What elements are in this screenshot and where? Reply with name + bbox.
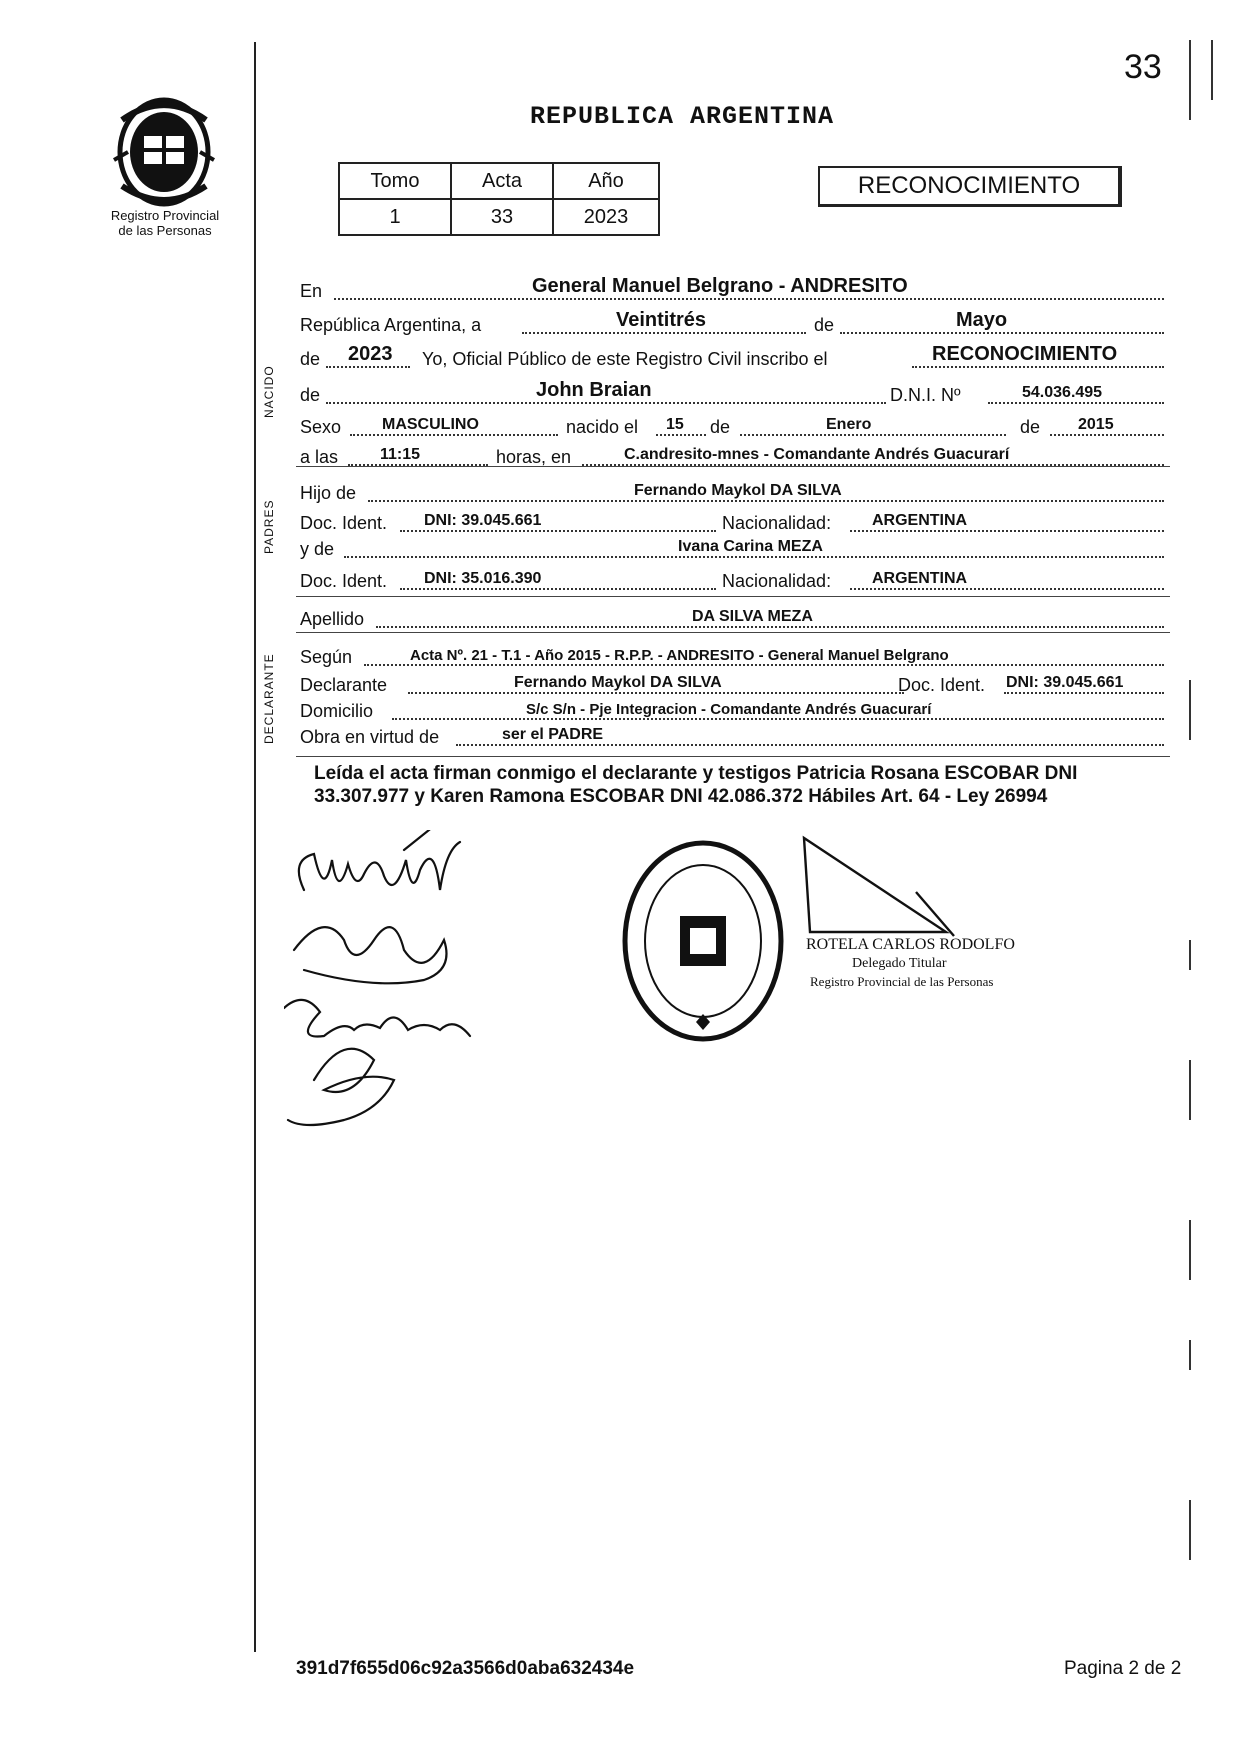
value-declarant-doc: DNI: 39.045.661 [1006, 674, 1124, 691]
margin-rule [254, 42, 256, 1652]
value-father-doc: DNI: 39.045.661 [424, 512, 542, 529]
value-birth-place: C.andresito-mnes - Comandante Andrés Guacurarí [624, 446, 1010, 463]
line-year-act [300, 340, 1166, 372]
value-name: John Braian [536, 379, 652, 401]
value-day: Veintitrés [616, 309, 707, 331]
dotted-fill [456, 744, 1164, 746]
line-date [300, 306, 1166, 338]
register-table-header [339, 163, 659, 199]
side-label-padres: PADRES [262, 499, 276, 554]
dotted-fill [912, 366, 1164, 368]
line-father [300, 474, 1166, 506]
record-type-box: RECONOCIMIENTO [818, 166, 1122, 207]
label-sexo: Sexo [300, 417, 342, 437]
line-sex-birth [300, 408, 1166, 440]
label-declarante: Declarante [300, 675, 388, 695]
label-nacionalidad-mother: Nacionalidad: [722, 571, 832, 591]
value-birth-day: 15 [666, 416, 684, 433]
line-surname [300, 600, 1166, 632]
page-indicator: Pagina 2 de 2 [1064, 1658, 1182, 1679]
line-mother [300, 530, 1166, 562]
line-reason [300, 718, 1166, 750]
value-surname: DA SILVA MEZA [692, 608, 813, 625]
value-acta: 33 [451, 199, 553, 235]
line-mother-doc [300, 562, 1166, 594]
label-domicilio: Domicilio [300, 701, 374, 721]
header-anio: Año [553, 163, 659, 199]
label-y-de: y de [300, 539, 335, 559]
value-reason: ser el PADRE [502, 726, 604, 743]
dotted-fill [400, 588, 716, 590]
line-birth-time-place [300, 438, 1166, 470]
document-hash: 391d7f655d06c92a3566d0aba632434e [296, 1658, 635, 1679]
side-label-declarante: DECLARANTE [262, 653, 276, 744]
reading-statement: Leída el acta firman conmigo el declarante y testigos Patricia Rosana ESCOBAR DNI 33.307.977 y Karen Ramona ESCOBAR DNI 42.086.372 Hábiles Art. 64 - Ley 26994 [314, 763, 1078, 807]
value-declarant: Fernando Maykol DA SILVA [514, 674, 722, 691]
label-doc-ident-father: Doc. Ident. [300, 513, 388, 533]
page-number: 33 [1124, 48, 1162, 86]
value-sex: MASCULINO [382, 416, 479, 433]
value-act: RECONOCIMIENTO [932, 343, 1118, 365]
label-segun: Según [300, 647, 353, 667]
dotted-fill [326, 402, 886, 404]
label-doc-ident-mother: Doc. Ident. [300, 571, 388, 591]
org-line-1: Registro Provincial [110, 208, 220, 223]
org-line-2: de las Personas [118, 223, 212, 238]
value-tomo: 1 [339, 199, 451, 235]
dotted-fill [522, 332, 806, 334]
label-de-birth-year: de [1020, 417, 1041, 437]
value-dni: 54.036.495 [1022, 384, 1103, 401]
stamp-officer-role: Delegado Titular [852, 956, 947, 971]
dotted-fill [334, 298, 1164, 300]
label-horas-en: horas, en [496, 447, 572, 467]
header-tomo: Tomo [339, 163, 451, 199]
section-divider [296, 596, 1170, 597]
label-de-name: de [300, 385, 321, 405]
value-place: General Manuel Belgrano - ANDRESITO [532, 275, 908, 297]
header-acta: Acta [451, 163, 553, 199]
value-address: S/c S/n - Pje Integracion - Comandante Andrés Guacurarí [526, 701, 932, 718]
label-doc-ident-declarant: Doc. Ident. [898, 675, 986, 695]
label-de-year: de [300, 349, 321, 369]
value-segun: Acta Nº. 21 - T.1 - Año 2015 - R.P.P. - ANDRESITO - General Manuel Belgrano [410, 647, 949, 664]
scan-edge-marks [1188, 40, 1218, 1660]
label-de-birth-month: de [710, 417, 731, 437]
section-divider [296, 632, 1170, 633]
value-year: 2023 [348, 343, 393, 365]
register-table-row [339, 199, 659, 235]
label-dni: D.N.I. Nº [890, 385, 961, 405]
dotted-fill [850, 588, 1164, 590]
province-emblem-icon [104, 90, 224, 210]
stamp-officer-name: ROTELA CARLOS RODOLFO [806, 936, 1015, 953]
value-birth-month: Enero [826, 416, 872, 433]
dotted-fill [348, 464, 488, 466]
dotted-fill [840, 332, 1164, 334]
line-name [300, 376, 1166, 408]
section-divider [296, 756, 1170, 757]
label-republica: República Argentina, a [300, 315, 482, 335]
stamp-officer-org: Registro Provincial de las Personas [810, 974, 994, 989]
value-month: Mayo [956, 309, 1008, 331]
label-a-las: a las [300, 447, 339, 467]
line-place [300, 272, 1166, 304]
value-mother: Ivana Carina MEZA [678, 538, 823, 555]
value-mother-nationality: ARGENTINA [872, 570, 968, 587]
value-birth-time: 11:15 [380, 446, 421, 463]
dotted-fill [740, 434, 1006, 436]
label-en: En [300, 281, 323, 301]
dotted-fill [582, 464, 1164, 466]
dotted-fill [988, 402, 1164, 404]
dotted-fill [350, 434, 558, 436]
dotted-fill [326, 366, 410, 368]
label-oficial: Yo, Oficial Público de este Registro Civil inscribo el [422, 349, 828, 369]
label-nacido-el: nacido el [566, 417, 639, 437]
value-father-nationality: ARGENTINA [872, 512, 968, 529]
label-obra: Obra en virtud de [300, 727, 440, 747]
value-father: Fernando Maykol DA SILVA [634, 482, 842, 499]
dotted-fill [368, 500, 1164, 502]
dotted-fill [1050, 434, 1164, 436]
value-birth-year: 2015 [1078, 416, 1114, 433]
value-anio: 2023 [553, 199, 659, 235]
label-nacionalidad-father: Nacionalidad: [722, 513, 832, 533]
label-hijo-de: Hijo de [300, 483, 357, 503]
label-de-month: de [814, 315, 835, 335]
dotted-fill [344, 556, 1164, 558]
value-mother-doc: DNI: 35.016.390 [424, 570, 542, 587]
org-name [80, 208, 250, 238]
side-label-nacido: NACIDO [262, 365, 276, 418]
register-table [338, 162, 660, 236]
dotted-fill [376, 626, 1164, 628]
officer-signature-image [796, 832, 976, 942]
official-round-stamp-icon [618, 836, 788, 1046]
signatures-image [284, 830, 504, 1130]
label-apellido: Apellido [300, 609, 365, 629]
dotted-fill [656, 434, 706, 436]
page-title: REPUBLICA ARGENTINA [530, 102, 835, 131]
